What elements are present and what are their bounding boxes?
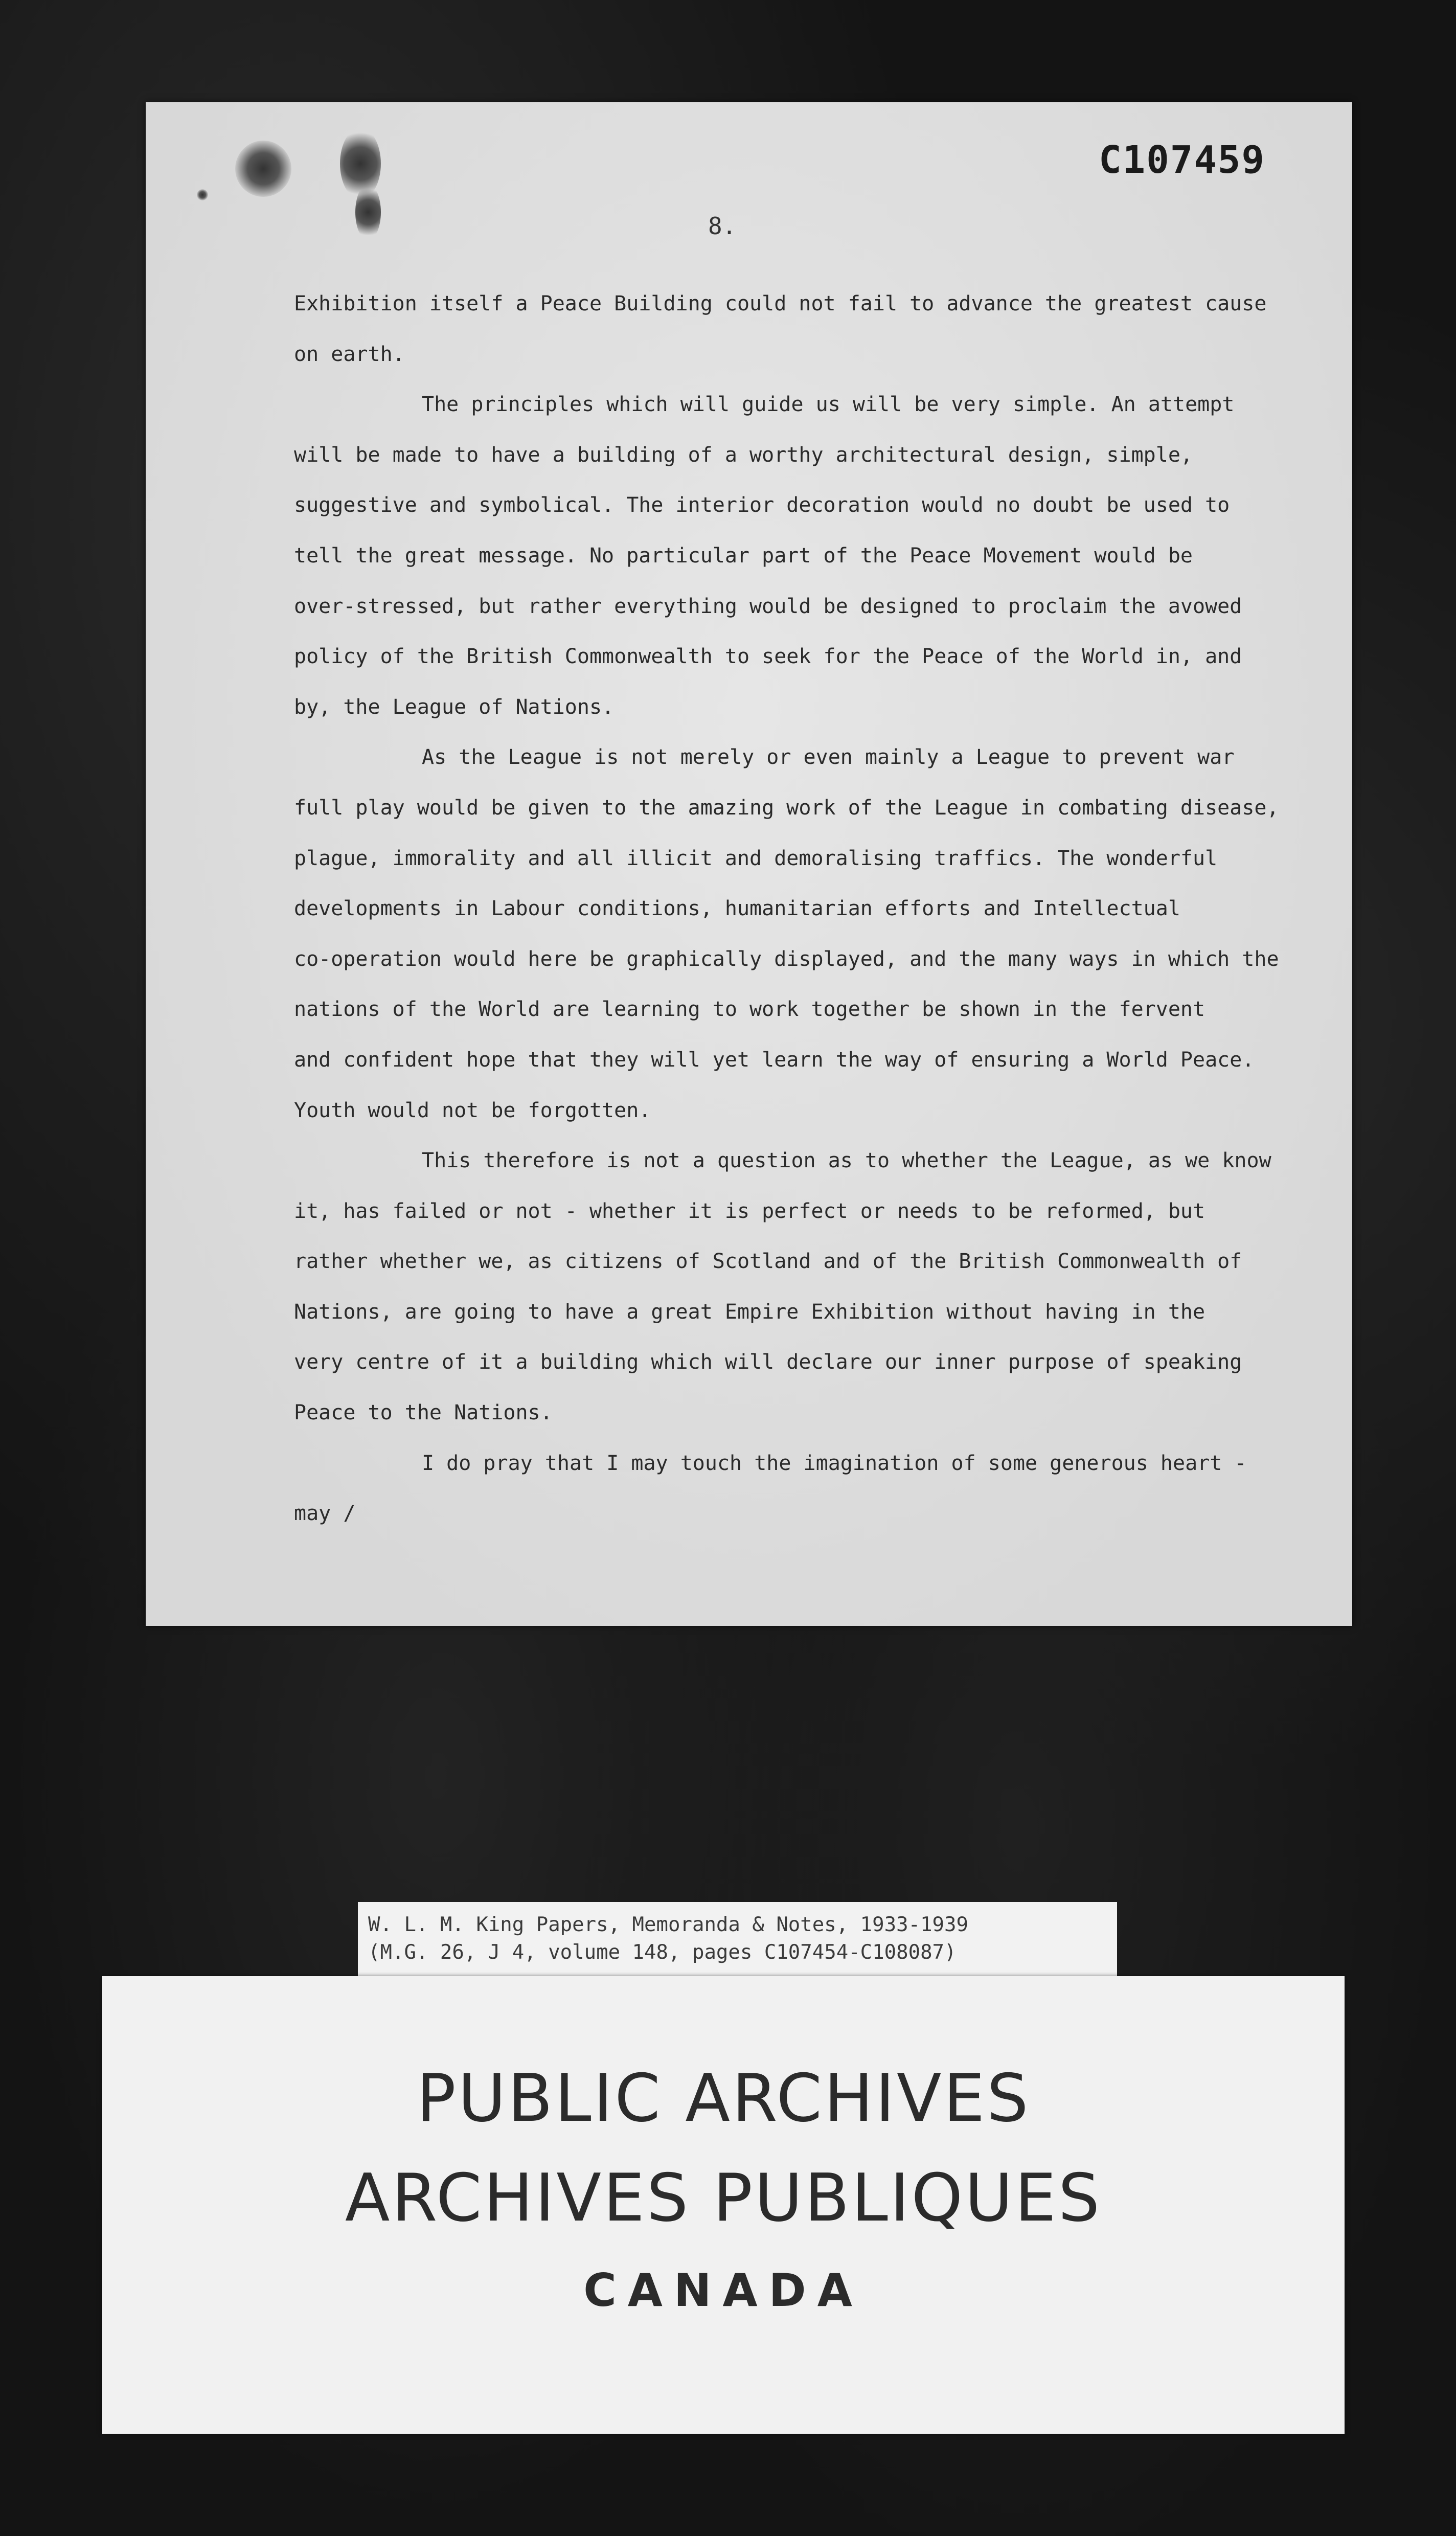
text-line: policy of the British Commonwealth to seek for the Peace of the World in, and (294, 645, 1242, 669)
text-line: Youth would not be forgotten. (294, 1098, 651, 1122)
archives-stamp (102, 1976, 1345, 2434)
text-line: suggestive and symbolical. The interior decoration would no doubt be used to (294, 493, 1230, 517)
citation-label (358, 1902, 1117, 1979)
text-line: Nations, are going to have a great Empire Exhibition without having in the (294, 1300, 1205, 1324)
text-line: over-stressed, but rather everything would be designed to proclaim the avowed (294, 594, 1242, 618)
text-line: Peace to the Nations. (294, 1401, 553, 1425)
text-line: on earth. (294, 342, 405, 366)
text-line: developments in Labour conditions, humanitarian efforts and Intellectual (294, 897, 1180, 921)
text-line: and confident hope that they will yet learn the way of ensuring a World Peace. (294, 1048, 1255, 1072)
text-line: very centre of it a building which will declare our inner purpose of speaking (294, 1350, 1242, 1374)
text-line: plague, immorality and all illicit and demoralising traffics. The wonderful (294, 846, 1218, 870)
text-line: it, has failed or not - whether it is perfect or needs to be reformed, but (294, 1199, 1205, 1223)
text-line: rather whether we, as citizens of Scotland and of the British Commonwealth of (294, 1250, 1242, 1274)
text-line: The principles which will guide us will be very simple. An attempt (422, 393, 1235, 417)
ink-smudge (355, 184, 381, 240)
stamp-title-french: ARCHIVES PUBLIQUES (345, 2160, 1102, 2236)
page-number: 8. (708, 212, 737, 240)
text-line: co-operation would here be graphically displayed, and the many ways in which the (294, 947, 1279, 971)
text-line: by, the League of Nations. (294, 695, 615, 719)
citation-line: W. L. M. King Papers, Memoranda & Notes, 1933-1939 (368, 1913, 968, 1936)
text-line: tell the great message. No particular part of the Peace Movement would be (294, 544, 1193, 568)
citation-line: (M.G. 26, J 4, volume 148, pages C107454-C108087) (368, 1941, 957, 1964)
document-page (146, 102, 1352, 1626)
ink-smudge (235, 141, 291, 197)
text-line: I do pray that I may touch the imagination of some generous heart - (422, 1451, 1247, 1475)
ink-smudge (197, 189, 208, 200)
letter-body (294, 279, 1368, 1539)
document-number: C107459 (1099, 138, 1265, 182)
stamp-title-english: PUBLIC ARCHIVES (416, 2060, 1031, 2137)
text-line: nations of the World are learning to work together be shown in the fervent (294, 998, 1205, 1022)
text-line: full play would be given to the amazing work of the League in combating disease, (294, 796, 1279, 820)
text-line: As the League is not merely or even mainly a League to prevent war (422, 745, 1235, 769)
text-line: may / (294, 1502, 356, 1526)
text-line: will be made to have a building of a worthy architectural design, simple, (294, 443, 1193, 467)
text-line: This therefore is not a question as to whether the League, as we know (422, 1149, 1271, 1173)
stamp-country: CANADA (583, 2264, 863, 2317)
text-line: Exhibition itself a Peace Building could not fail to advance the greatest cause (294, 292, 1267, 315)
